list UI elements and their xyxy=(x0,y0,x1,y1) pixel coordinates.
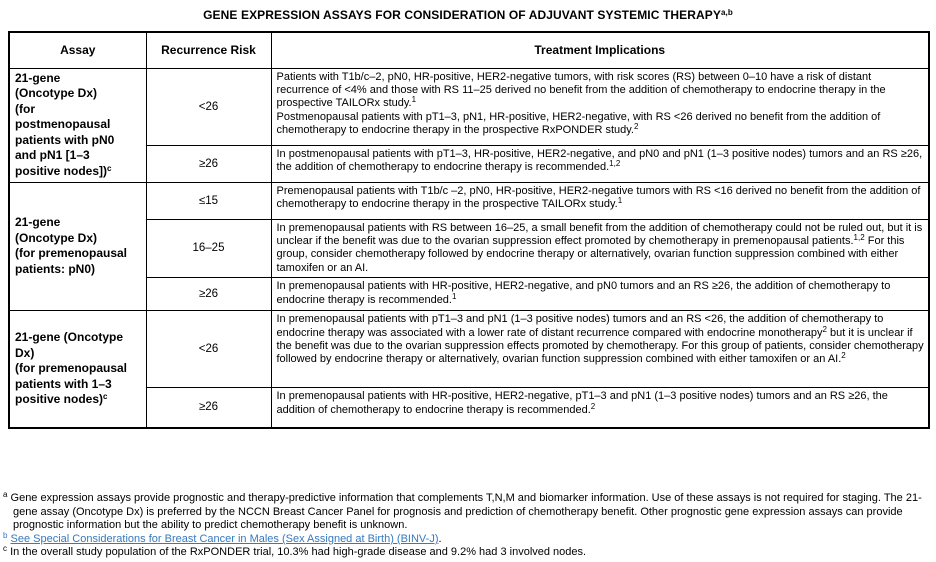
table-row xyxy=(9,219,929,278)
recurrence-risk-cell: 16–25 xyxy=(146,219,271,278)
footnote-marker: a xyxy=(3,490,8,499)
recurrence-risk-cell: <26 xyxy=(146,311,271,388)
treatment-paragraph: In premenopausal patients with HR-positive, HER2-negative, pT1–3 and pN1 (1–3 positive nodes) tumors and an RS ≥26, the addition of chemotherapy to endocrine therapy is recommended.$^2$ xyxy=(276,390,888,416)
recurrence-risk-cell: ≥26 xyxy=(146,388,271,428)
footnote-c: $^c$ In the overall study population of the RxPONDER trial, 10.3% had high-grade disease and 9.2% had 3 involved nodes. xyxy=(3,544,587,559)
page-title: GENE EXPRESSION ASSAYS FOR CONSIDERATION OF ADJUVANT SYSTEMIC THERAPY$^{a,b}$ xyxy=(203,8,733,22)
table-row xyxy=(9,311,929,388)
footnote-marker: b xyxy=(3,530,8,540)
treatment-paragraph: In premenopausal patients with HR-positive, HER2-negative, and pN0 tumors and an RS ≥26, the addition of chemotherapy to endocrine therapy is recommended.$^1$ xyxy=(276,280,891,306)
treatment-implications-cell xyxy=(271,311,929,388)
treatment-paragraph: In premenopausal patients with RS between 16–25, a small benefit from the addition of chemotherapy could not be ruled out, but it is unclear if the benefit was due to the ovarian suppression effect promoted by chemotherapy in premenopausal patients.$^{1,2}$ For this group, consider chemotherapy followed by endocrine therapy or alternatively, ovarian function suppression combined with either tamoxifen or an AI. xyxy=(276,221,923,274)
treatment-implications-cell xyxy=(271,182,929,219)
table-body xyxy=(9,68,929,428)
table-row xyxy=(9,145,929,182)
recurrence-risk-cell: ≤15 xyxy=(146,182,271,219)
treatment-paragraph: Premenopausal patients with T1b/c –2, pN0, HR-positive, HER2-negative tumors with RS <16 derived no benefit from the addition of chemotherapy to endocrine therapy in the prospective TAILORx study.$^1$ xyxy=(276,184,921,210)
recurrence-risk-cell: ≥26 xyxy=(146,278,271,311)
assay-cell: 21-gene (Oncotype Dx) (for postmenopausal patients with pN0 and pN1 [1–3 positive nodes])$^c$ xyxy=(9,68,146,182)
treatment-paragraph: In premenopausal patients with pT1–3 and pN1 (1–3 positive nodes) tumors and an RS <26, the addition of chemotherapy to endocrine therapy was associated with a lower rate of distant recurrence compared with endocrine monotherapy$^2$ but it is unclear if the benefit was due to the ovarian suppression effects promoted by chemotherapy. For this group of patients, consider chemotherapy followed by endocrine therapy or alternatively, ovarian function suppression combined with either tamoxifen or an AI.$^2$ xyxy=(276,313,924,366)
column-header-recurrence-risk: Recurrence Risk xyxy=(146,32,271,68)
treatment-implications-cell xyxy=(271,278,929,311)
binv-j-link[interactable]: See Special Considerations for Breast Cancer in Males (Sex Assigned at Birth) (BINV-J) xyxy=(10,532,439,545)
assay-cell: 21-gene (Oncotype Dx) (for premenopausal patients with 1–3 positive nodes)$^c$ xyxy=(9,311,146,428)
treatment-implications-cell xyxy=(271,219,929,278)
footnote-marker: c xyxy=(3,544,7,554)
treatment-implications-cell xyxy=(271,388,929,428)
assay-cell: 21-gene (Oncotype Dx) (for premenopausal patients: pN0) xyxy=(9,182,146,311)
header-row xyxy=(9,32,929,68)
table-row xyxy=(9,68,929,145)
column-header-treatment-implications: Treatment Implications xyxy=(271,32,929,68)
treatment-paragraph: In postmenopausal patients with pT1–3, HR-positive, HER2-negative, and pN0 and pN1 (1–3 positive nodes) tumors and an RS ≥26, the addition of chemotherapy to endocrine therapy is recommended.$^{1,2}$ xyxy=(276,147,923,173)
recurrence-risk-cell: ≥26 xyxy=(146,145,271,182)
column-header-assay: Assay xyxy=(9,32,146,68)
footnotes xyxy=(3,492,933,560)
treatment-paragraph: Patients with T1b/c–2, pN0, HR-positive, HER2-negative tumors, with risk scores (RS) between 0–10 have a risk of distant recurrence of <4% and those with RS 11–25 derived no benefit from the addition of chemotherapy to endocrine therapy in the prospective TAILORx study.$^1$ xyxy=(276,70,886,110)
gene-assay-table xyxy=(8,31,930,429)
table-row xyxy=(9,278,929,311)
footnote-b: $^b$ See Special Considerations for Breast Cancer in Males (Sex Assigned at Birth) (BINV-J). xyxy=(3,530,442,545)
recurrence-risk-cell: <26 xyxy=(146,68,271,145)
table-row xyxy=(9,388,929,428)
treatment-implications-cell xyxy=(271,68,929,145)
treatment-implications-cell xyxy=(271,145,929,182)
treatment-paragraph: Postmenopausal patients with pT1–3, pN1, HR-positive, HER2-negative, with RS <26 derived no benefit from the addition of chemotherapy to endocrine therapy in the prospective RxPONDER study.$^2$ xyxy=(276,110,881,137)
footnote-a: $^a$ Gene expression assays provide prognostic and therapy-predictive information that complements T,N,M and biomarker information. Use of these assays is not required for staging. The 21-gene assay (Oncotype Dx) is preferred by the NCCN Breast Cancer Panel for prognosis and prediction of chemotherapy benefit. Other prognostic gene expression assays can provide prognostic information but the ability to predict chemotherapy benefit is unknown. xyxy=(3,490,922,532)
table-row xyxy=(9,182,929,219)
